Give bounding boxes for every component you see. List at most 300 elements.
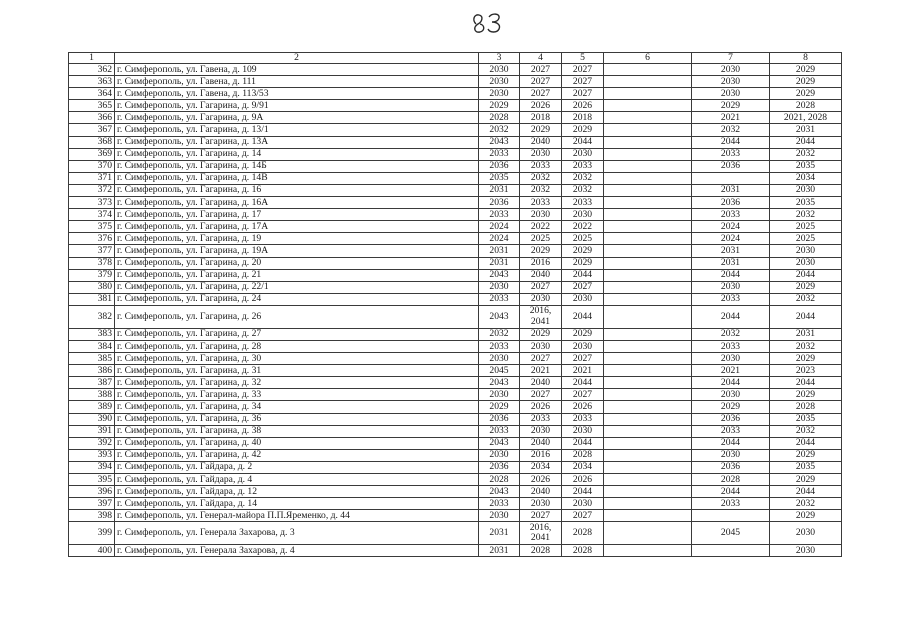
- row-number: 386: [69, 365, 115, 377]
- table-row: [69, 328, 842, 340]
- year-cell: 2044: [692, 377, 770, 389]
- year-cell: 2029: [520, 328, 562, 340]
- year-cell: [604, 353, 692, 365]
- row-number: 396: [69, 486, 115, 498]
- table-row: [69, 184, 842, 196]
- year-cell: 2027: [520, 389, 562, 401]
- row-number: 366: [69, 112, 115, 124]
- year-cell: [604, 461, 692, 473]
- address-cell: г. Симферополь, ул. Гагарина, д. 17: [115, 209, 479, 221]
- year-cell: 2033: [692, 425, 770, 437]
- year-cell: 2044: [692, 437, 770, 449]
- year-cell: 2033: [562, 197, 604, 209]
- year-cell: 2030: [520, 209, 562, 221]
- row-number: 381: [69, 293, 115, 305]
- year-cell: 2027: [562, 510, 604, 522]
- row-number: 389: [69, 401, 115, 413]
- year-cell: 2036: [479, 197, 520, 209]
- year-cell: 2029: [479, 100, 520, 112]
- address-cell: г. Симферополь, ул. Гагарина, д. 26: [115, 305, 479, 328]
- year-cell: 2021, 2028: [770, 112, 842, 124]
- year-cell: 2018: [562, 112, 604, 124]
- year-cell: [604, 269, 692, 281]
- year-cell: [604, 88, 692, 100]
- row-number: 399: [69, 522, 115, 545]
- year-cell: 2029: [692, 401, 770, 413]
- year-cell: 2027: [520, 76, 562, 88]
- year-cell: [604, 184, 692, 196]
- year-cell: 2021: [692, 112, 770, 124]
- header-row: [69, 53, 842, 64]
- year-cell: 2044: [770, 486, 842, 498]
- year-cell: 2032: [770, 498, 842, 510]
- year-cell: [604, 124, 692, 136]
- year-cell: 2031: [692, 184, 770, 196]
- year-cell: 2032: [770, 148, 842, 160]
- year-cell: 2027: [520, 88, 562, 100]
- year-cell: 2030: [692, 64, 770, 76]
- column-header: 1: [69, 53, 115, 64]
- year-cell: 2030: [520, 498, 562, 510]
- year-cell: 2028: [770, 401, 842, 413]
- year-cell: 2023: [770, 365, 842, 377]
- table-row: [69, 88, 842, 100]
- year-cell: 2033: [692, 498, 770, 510]
- year-cell: 2044: [562, 136, 604, 148]
- year-cell: [604, 377, 692, 389]
- year-cell: [692, 545, 770, 557]
- year-cell: 2030: [562, 425, 604, 437]
- row-number: 363: [69, 76, 115, 88]
- row-number: 400: [69, 545, 115, 557]
- year-cell: [604, 76, 692, 88]
- row-number: 367: [69, 124, 115, 136]
- row-number: 378: [69, 257, 115, 269]
- address-cell: г. Симферополь, ул. Гагарина, д. 34: [115, 401, 479, 413]
- row-number: 365: [69, 100, 115, 112]
- year-cell: [604, 340, 692, 352]
- year-cell: 2032: [479, 328, 520, 340]
- year-cell: 2026: [562, 100, 604, 112]
- year-cell: 2030: [479, 281, 520, 293]
- year-cell: 2027: [520, 353, 562, 365]
- year-cell: 2030: [770, 245, 842, 257]
- row-number: 384: [69, 340, 115, 352]
- table-row: [69, 269, 842, 281]
- year-cell: 2029: [562, 124, 604, 136]
- year-cell: 2045: [479, 365, 520, 377]
- year-cell: 2030: [770, 522, 842, 545]
- table-row: [69, 522, 842, 545]
- table-row: [69, 545, 842, 557]
- address-cell: г. Симферополь, ул. Гайдара, д. 2: [115, 461, 479, 473]
- year-cell: 2027: [562, 76, 604, 88]
- year-cell: 2044: [770, 269, 842, 281]
- year-cell: 2029: [520, 245, 562, 257]
- year-cell: 2036: [479, 160, 520, 172]
- year-cell: 2027: [562, 88, 604, 100]
- table-row: [69, 498, 842, 510]
- year-cell: [604, 425, 692, 437]
- year-cell: 2025: [520, 233, 562, 245]
- row-number: 379: [69, 269, 115, 281]
- address-cell: г. Симферополь, ул. Гайдара, д. 12: [115, 486, 479, 498]
- year-cell: 2030: [479, 88, 520, 100]
- year-cell: 2033: [479, 148, 520, 160]
- address-cell: г. Симферополь, ул. Гагарина, д. 19А: [115, 245, 479, 257]
- row-number: 392: [69, 437, 115, 449]
- address-cell: г. Симферополь, ул. Гагарина, д. 14: [115, 148, 479, 160]
- year-cell: 2030: [479, 64, 520, 76]
- column-header: 8: [770, 53, 842, 64]
- year-cell: 2030: [692, 88, 770, 100]
- year-cell: 2045: [692, 522, 770, 545]
- year-cell: 2026: [562, 474, 604, 486]
- address-cell: г. Симферополь, ул. Гавена, д. 113/53: [115, 88, 479, 100]
- table-row: [69, 257, 842, 269]
- year-cell: [604, 172, 692, 184]
- year-cell: [604, 413, 692, 425]
- year-cell: 2026: [520, 100, 562, 112]
- row-number: 382: [69, 305, 115, 328]
- year-cell: 2030: [520, 425, 562, 437]
- year-cell: 2029: [562, 257, 604, 269]
- row-number: 397: [69, 498, 115, 510]
- table-row: [69, 233, 842, 245]
- year-cell: 2027: [562, 353, 604, 365]
- year-cell: 2024: [479, 221, 520, 233]
- year-cell: [604, 148, 692, 160]
- year-cell: [604, 160, 692, 172]
- table-row: [69, 197, 842, 209]
- year-cell: 2029: [479, 401, 520, 413]
- year-cell: 2036: [692, 413, 770, 425]
- row-number: 393: [69, 449, 115, 461]
- year-cell: 2030: [562, 148, 604, 160]
- year-cell: 2044: [692, 136, 770, 148]
- table-row: [69, 510, 842, 522]
- table-row: [69, 474, 842, 486]
- year-cell: 2028: [520, 545, 562, 557]
- year-cell: [604, 305, 692, 328]
- year-cell: 2024: [692, 233, 770, 245]
- year-cell: 2034: [770, 172, 842, 184]
- year-cell: 2030: [479, 389, 520, 401]
- year-cell: 2043: [479, 269, 520, 281]
- address-cell: г. Симферополь, ул. Генерала Захарова, д. 3: [115, 522, 479, 545]
- year-cell: 2027: [562, 281, 604, 293]
- address-cell: г. Симферополь, ул. Гавена, д. 111: [115, 76, 479, 88]
- year-cell: 2030: [562, 293, 604, 305]
- year-cell: [604, 486, 692, 498]
- year-cell: 2033: [520, 413, 562, 425]
- row-number: 373: [69, 197, 115, 209]
- year-cell: 2044: [562, 377, 604, 389]
- year-cell: 2031: [770, 328, 842, 340]
- year-cell: 2027: [562, 389, 604, 401]
- year-cell: 2034: [520, 461, 562, 473]
- year-cell: 2026: [520, 474, 562, 486]
- year-cell: 2021: [520, 365, 562, 377]
- year-cell: 2032: [692, 328, 770, 340]
- year-cell: 2030: [692, 353, 770, 365]
- table-row: [69, 486, 842, 498]
- year-cell: 2028: [479, 474, 520, 486]
- year-cell: [604, 401, 692, 413]
- table-row: [69, 293, 842, 305]
- year-cell: [604, 498, 692, 510]
- table-row: [69, 245, 842, 257]
- year-cell: 2030: [562, 340, 604, 352]
- row-number: 364: [69, 88, 115, 100]
- year-cell: 2044: [770, 305, 842, 328]
- year-cell: 2044: [692, 486, 770, 498]
- year-cell: 2030: [692, 389, 770, 401]
- page-number-mark: [470, 10, 510, 36]
- year-cell: 2032: [479, 124, 520, 136]
- year-cell: [604, 449, 692, 461]
- year-cell: [604, 510, 692, 522]
- year-cell: [604, 136, 692, 148]
- year-cell: 2016: [520, 449, 562, 461]
- year-cell: [604, 293, 692, 305]
- year-cell: 2030: [479, 449, 520, 461]
- address-cell: г. Симферополь, ул. Гагарина, д. 22/1: [115, 281, 479, 293]
- year-cell: 2036: [692, 197, 770, 209]
- year-cell: 2030: [520, 148, 562, 160]
- table-row: [69, 437, 842, 449]
- table-row: [69, 365, 842, 377]
- table-body: [69, 64, 842, 557]
- year-cell: 2025: [562, 233, 604, 245]
- row-number: 362: [69, 64, 115, 76]
- address-cell: г. Симферополь, ул. Гагарина, д. 14В: [115, 172, 479, 184]
- row-number: 388: [69, 389, 115, 401]
- year-cell: [692, 510, 770, 522]
- register-table: [68, 52, 842, 557]
- row-number: 370: [69, 160, 115, 172]
- address-cell: г. Симферополь, ул. Гагарина, д. 13А: [115, 136, 479, 148]
- year-cell: 2030: [520, 340, 562, 352]
- year-cell: 2028: [692, 474, 770, 486]
- table-row: [69, 148, 842, 160]
- year-cell: 2040: [520, 486, 562, 498]
- year-cell: 2030: [479, 76, 520, 88]
- year-cell: 2022: [562, 221, 604, 233]
- row-number: 377: [69, 245, 115, 257]
- year-cell: 2025: [770, 221, 842, 233]
- year-cell: 2043: [479, 437, 520, 449]
- year-cell: 2031: [479, 184, 520, 196]
- year-cell: 2044: [692, 269, 770, 281]
- year-cell: 2044: [562, 269, 604, 281]
- year-cell: 2032: [692, 124, 770, 136]
- year-cell: 2044: [770, 377, 842, 389]
- year-cell: 2043: [479, 377, 520, 389]
- year-cell: 2035: [770, 461, 842, 473]
- year-cell: [604, 233, 692, 245]
- year-cell: 2030: [520, 293, 562, 305]
- table-row: [69, 112, 842, 124]
- year-cell: 2033: [692, 340, 770, 352]
- row-number: 391: [69, 425, 115, 437]
- table-row: [69, 221, 842, 233]
- year-cell: [604, 112, 692, 124]
- year-cell: 2029: [770, 353, 842, 365]
- year-cell: [604, 545, 692, 557]
- column-header: 5: [562, 53, 604, 64]
- address-cell: г. Симферополь, ул. Гагарина, д. 9А: [115, 112, 479, 124]
- address-cell: г. Симферополь, ул. Гавена, д. 109: [115, 64, 479, 76]
- year-cell: 2030: [479, 353, 520, 365]
- year-cell: 2043: [479, 486, 520, 498]
- table-row: [69, 413, 842, 425]
- row-number: 369: [69, 148, 115, 160]
- year-cell: 2034: [562, 461, 604, 473]
- year-cell: 2044: [562, 486, 604, 498]
- year-cell: 2044: [562, 305, 604, 328]
- year-cell: 2030: [692, 76, 770, 88]
- row-number: 375: [69, 221, 115, 233]
- address-cell: г. Симферополь, ул. Гагарина, д. 33: [115, 389, 479, 401]
- year-cell: 2030: [770, 184, 842, 196]
- year-cell: 2036: [479, 461, 520, 473]
- year-cell: 2035: [770, 160, 842, 172]
- table-row: [69, 377, 842, 389]
- table-row: [69, 389, 842, 401]
- row-number: 374: [69, 209, 115, 221]
- year-cell: 2029: [520, 124, 562, 136]
- year-cell: 2021: [692, 365, 770, 377]
- year-cell: 2033: [562, 413, 604, 425]
- year-cell: 2031: [692, 245, 770, 257]
- address-cell: г. Симферополь, ул. Гагарина, д. 9/91: [115, 100, 479, 112]
- column-header: 2: [115, 53, 479, 64]
- row-number: 390: [69, 413, 115, 425]
- year-cell: [604, 474, 692, 486]
- table-row: [69, 353, 842, 365]
- year-cell: 2029: [770, 474, 842, 486]
- year-cell: 2032: [770, 293, 842, 305]
- table-row: [69, 160, 842, 172]
- address-cell: г. Симферополь, ул. Гагарина, д. 13/1: [115, 124, 479, 136]
- year-cell: [604, 389, 692, 401]
- table-row: [69, 209, 842, 221]
- year-cell: 2033: [562, 160, 604, 172]
- year-cell: 2032: [520, 172, 562, 184]
- year-cell: [692, 172, 770, 184]
- year-cell: 2032: [562, 184, 604, 196]
- address-cell: г. Симферополь, ул. Гагарина, д. 20: [115, 257, 479, 269]
- year-cell: [604, 64, 692, 76]
- year-cell: 2044: [692, 305, 770, 328]
- year-cell: 2029: [770, 449, 842, 461]
- year-cell: 2031: [479, 545, 520, 557]
- year-cell: [604, 281, 692, 293]
- table-row: [69, 124, 842, 136]
- row-number: 371: [69, 172, 115, 184]
- row-number: 380: [69, 281, 115, 293]
- year-cell: 2035: [770, 197, 842, 209]
- year-cell: 2040: [520, 437, 562, 449]
- year-cell: 2029: [770, 76, 842, 88]
- year-cell: 2030: [692, 449, 770, 461]
- address-cell: г. Симферополь, ул. Гагарина, д. 42: [115, 449, 479, 461]
- year-cell: 2030: [562, 209, 604, 221]
- table-row: [69, 136, 842, 148]
- table-row: [69, 76, 842, 88]
- year-cell: 2033: [479, 425, 520, 437]
- column-header: 7: [692, 53, 770, 64]
- year-cell: 2031: [479, 257, 520, 269]
- address-cell: г. Симферополь, ул. Гагарина, д. 40: [115, 437, 479, 449]
- year-cell: 2033: [479, 498, 520, 510]
- column-header: 6: [604, 53, 692, 64]
- address-cell: г. Симферополь, ул. Гагарина, д. 21: [115, 269, 479, 281]
- address-cell: г. Симферополь, ул. Гагарина, д. 36: [115, 413, 479, 425]
- year-cell: 2030: [692, 281, 770, 293]
- year-cell: 2027: [520, 281, 562, 293]
- table-row: [69, 281, 842, 293]
- row-number: 385: [69, 353, 115, 365]
- address-cell: г. Симферополь, ул. Гагарина, д. 32: [115, 377, 479, 389]
- address-cell: г. Симферополь, ул. Гагарина, д. 38: [115, 425, 479, 437]
- year-cell: 2031: [479, 245, 520, 257]
- year-cell: 2043: [479, 136, 520, 148]
- year-cell: 2016, 2041: [520, 522, 562, 545]
- column-header: 3: [479, 53, 520, 64]
- table-row: [69, 100, 842, 112]
- address-cell: г. Симферополь, ул. Гагарина, д. 30: [115, 353, 479, 365]
- year-cell: 2022: [520, 221, 562, 233]
- year-cell: [604, 197, 692, 209]
- year-cell: 2027: [520, 64, 562, 76]
- table-row: [69, 425, 842, 437]
- address-cell: г. Симферополь, ул. Гагарина, д. 28: [115, 340, 479, 352]
- table-row: [69, 461, 842, 473]
- year-cell: 2033: [520, 197, 562, 209]
- year-cell: 2040: [520, 136, 562, 148]
- address-cell: г. Симферополь, ул. Гагарина, д. 19: [115, 233, 479, 245]
- year-cell: 2044: [770, 437, 842, 449]
- year-cell: [604, 100, 692, 112]
- year-cell: 2044: [770, 136, 842, 148]
- year-cell: 2031: [692, 257, 770, 269]
- year-cell: 2044: [562, 437, 604, 449]
- address-cell: г. Симферополь, ул. Гагарина, д. 16: [115, 184, 479, 196]
- address-cell: г. Симферополь, ул. Гайдара, д. 4: [115, 474, 479, 486]
- row-number: 368: [69, 136, 115, 148]
- year-cell: 2030: [562, 498, 604, 510]
- year-cell: 2016, 2041: [520, 305, 562, 328]
- year-cell: 2030: [770, 545, 842, 557]
- year-cell: 2035: [479, 172, 520, 184]
- year-cell: [604, 257, 692, 269]
- year-cell: 2029: [770, 88, 842, 100]
- table-row: [69, 64, 842, 76]
- year-cell: 2029: [770, 389, 842, 401]
- year-cell: 2027: [520, 510, 562, 522]
- year-cell: 2031: [770, 124, 842, 136]
- address-cell: г. Симферополь, ул. Гагарина, д. 27: [115, 328, 479, 340]
- year-cell: 2033: [692, 148, 770, 160]
- year-cell: 2030: [479, 510, 520, 522]
- year-cell: 2040: [520, 269, 562, 281]
- address-cell: г. Симферополь, ул. Гагарина, д. 16А: [115, 197, 479, 209]
- year-cell: 2032: [562, 172, 604, 184]
- handwritten-page-number: [470, 10, 510, 36]
- year-cell: 2016: [520, 257, 562, 269]
